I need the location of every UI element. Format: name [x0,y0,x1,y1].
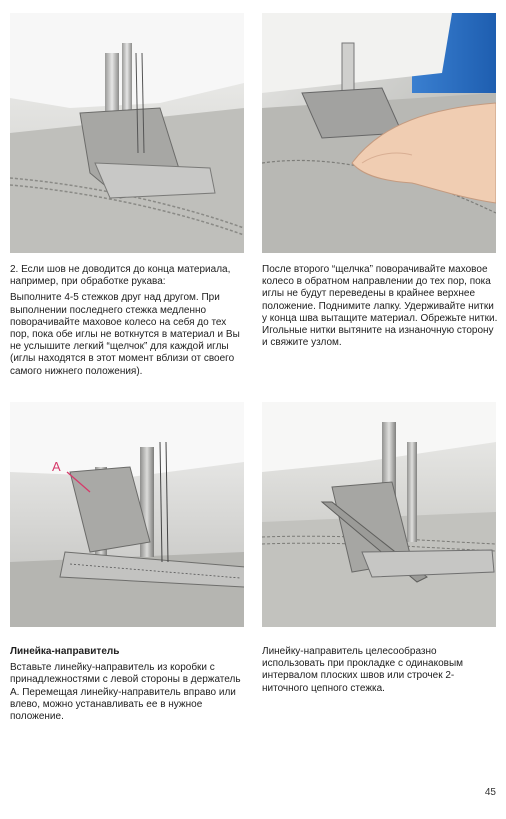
page-number: 45 [484,787,496,798]
instruction-after-click [262,264,500,349]
photo-presser-foot-stitching [10,13,244,253]
guide-ruler-usage-note [262,646,500,695]
section-heading: Линейка-направитель [10,646,120,657]
instruction-step-2 [10,264,248,378]
step-2-intro: 2. Если шов не доводится до конца материала, например, при обработке рукава: [10,264,231,288]
photo-guide-ruler-in-use [262,402,496,627]
guide-ruler-usage-text: Линейку-направитель целесообразно использовать при прокладке с одинаковым интервалом плоских швов или строчек 2-ниточного цепного стежка. [262,646,464,694]
guide-ruler-section [10,646,248,723]
after-click-detail: После второго “щелчка” поворачивайте маховое колесо в обратном направлении до тех пор, пока иглы не будут переведены в крайнее верхнее положение. Поднимите лапку. Удерживайте нитки у конца шва вытащите материал. Обрежьте нитки. Игольные нитки вытяните на изнаночную сторону и свяжите узлом. [262,264,498,349]
step-2-detail: Выполните 4-5 стежков друг над другом. При выполнении последнего стежка медленно поворачивайте маховое колесо на себя до тех пор, пока обе иглы не воткнутся в материал и Вы не услышите легкий “щелчок” для каждой иглы (иглы находятся в этот момент вблизи от своего самого нижнего положения). [10,292,240,377]
photo-guide-ruler-holder [10,402,244,627]
guide-ruler-instructions: Вставьте линейку-направитель из коробки с принадлежностями с левой стороны в держатель A. Перемещая линейку-направитель вправо или влево, можно устанавливать ее в нужное положение. [10,662,241,723]
photo-hand-pulling-fabric [262,13,496,253]
callout-a-label: A [52,459,61,474]
